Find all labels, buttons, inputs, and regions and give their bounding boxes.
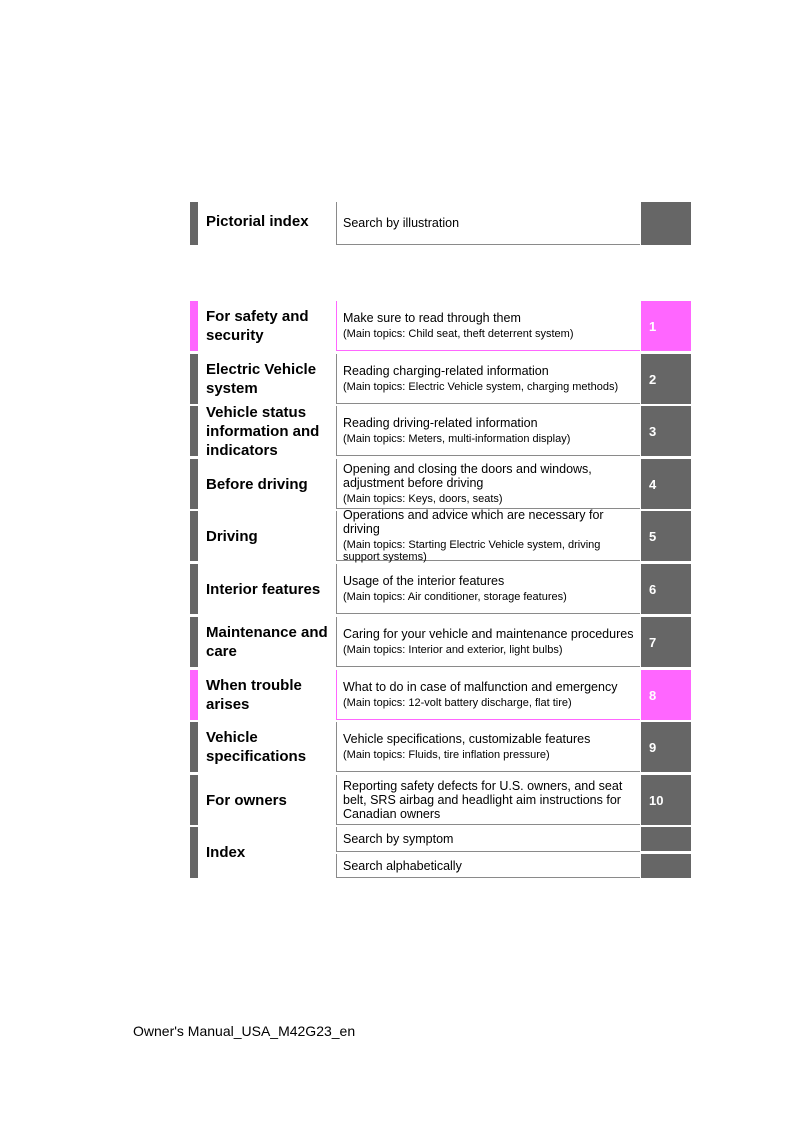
section-accent-bar	[190, 722, 198, 772]
section-main-text: Reading driving-related information	[343, 416, 538, 430]
section-tab[interactable]: 9	[641, 722, 691, 772]
section-main-text: Reading charging-related information	[343, 364, 549, 378]
section-main-text: Reporting safety defects for U.S. owners, and seat belt, SRS airbag and headlight aim instructions for Canadian owners	[343, 778, 623, 821]
section-sub-text: (Main topics: Fluids, tire inflation pressure)	[343, 749, 550, 761]
section-row[interactable]	[190, 459, 691, 509]
section-row[interactable]	[190, 670, 691, 720]
section-title: Index	[206, 844, 246, 861]
section-main-text: Operations and advice which are necessary for driving	[343, 508, 604, 536]
section-row[interactable]	[190, 617, 691, 667]
section-sub-text: (Main topics: Starting Electric Vehicle system, driving support systems)	[343, 539, 601, 563]
section-title: Electric Vehicle system	[206, 361, 317, 397]
section-tab[interactable]	[641, 827, 691, 851]
section-sub-text: (Main topics: Child seat, theft deterrent system)	[343, 328, 574, 340]
section-title: For safety and security	[206, 308, 309, 344]
section-description	[336, 459, 640, 509]
section-title: Interior features	[206, 580, 321, 598]
section-main-text: Usage of the interior features	[343, 574, 505, 588]
section-title: Maintenance and care	[206, 624, 328, 660]
section-description	[336, 670, 640, 720]
section-title: Vehicle specifications	[206, 729, 307, 765]
section-accent-bar	[190, 564, 198, 614]
section-main-text: Make sure to read through them	[343, 311, 521, 325]
section-tab[interactable]: 8	[641, 670, 691, 720]
section-sub-text: (Main topics: Air conditioner, storage features)	[343, 591, 567, 603]
section-row[interactable]	[190, 722, 691, 772]
section-title: When trouble arises	[206, 677, 302, 713]
section-tab[interactable]	[641, 854, 691, 878]
section-accent-bar	[190, 459, 198, 509]
section-accent-bar	[190, 511, 198, 561]
section-tab[interactable]: 3	[641, 406, 691, 456]
section-sub-text: (Main topics: Meters, multi-information display)	[343, 433, 571, 445]
section-tab[interactable]: 6	[641, 564, 691, 614]
section-tab[interactable]: 5	[641, 511, 691, 561]
section-title: Vehicle status information and indicators	[206, 403, 320, 459]
section-description	[336, 722, 640, 772]
section-main-text: Caring for your vehicle and maintenance procedures	[343, 627, 634, 641]
section-main-text: Search by symptom	[343, 832, 454, 846]
section-row[interactable]	[190, 775, 691, 825]
section-sub-text: (Main topics: Electric Vehicle system, charging methods)	[343, 381, 619, 393]
section-description	[336, 508, 640, 563]
pictorial-index-row[interactable]	[190, 202, 691, 245]
section-description	[336, 202, 640, 245]
section-row[interactable]	[190, 354, 691, 404]
section-tab[interactable]	[641, 202, 691, 245]
footer-text: Owner's Manual_USA_M42G23_en	[133, 1023, 356, 1039]
section-accent-bar	[190, 301, 198, 351]
section-row[interactable]	[190, 564, 691, 614]
section-accent-bar	[190, 617, 198, 667]
section-main-text: Search by illustration	[343, 216, 460, 230]
section-title: Pictorial index	[206, 213, 309, 230]
section-description	[336, 354, 640, 404]
section-accent-bar	[190, 202, 198, 245]
section-tab[interactable]: 10	[641, 775, 691, 825]
section-sub-text: (Main topics: 12-volt battery discharge, flat tire)	[343, 697, 572, 709]
section-row[interactable]	[190, 301, 691, 351]
section-main-text: What to do in case of malfunction and emergency	[343, 680, 618, 694]
index-item-symptom[interactable]	[336, 827, 640, 852]
section-tab[interactable]: 7	[641, 617, 691, 667]
section-title: Driving	[206, 527, 258, 545]
section-tab[interactable]: 4	[641, 459, 691, 509]
section-description	[336, 775, 640, 825]
index-item-alphabetical[interactable]	[336, 854, 640, 878]
section-accent-bar	[190, 406, 198, 456]
index-row[interactable]	[190, 827, 691, 878]
section-main-text: Search alphabetically	[343, 858, 462, 873]
section-title: Before driving	[206, 475, 308, 493]
section-description	[336, 301, 640, 351]
section-tab[interactable]: 2	[641, 354, 691, 404]
section-accent-bar	[190, 775, 198, 825]
section-description	[336, 406, 640, 456]
section-main-text: Vehicle specifications, customizable features	[343, 732, 591, 746]
section-description	[336, 617, 640, 667]
section-row[interactable]	[190, 403, 691, 459]
section-description	[336, 564, 640, 614]
section-accent-bar	[190, 354, 198, 404]
section-tab[interactable]: 1	[641, 301, 691, 351]
section-title: For owners	[206, 791, 287, 809]
section-sub-text: (Main topics: Interior and exterior, light bulbs)	[343, 644, 563, 656]
section-sub-text: (Main topics: Keys, doors, seats)	[343, 493, 503, 505]
section-main-text: Opening and closing the doors and windows, adjustment before driving	[343, 462, 592, 490]
section-row[interactable]	[190, 508, 691, 563]
section-accent-bar	[190, 670, 198, 720]
section-accent-bar	[190, 827, 198, 878]
